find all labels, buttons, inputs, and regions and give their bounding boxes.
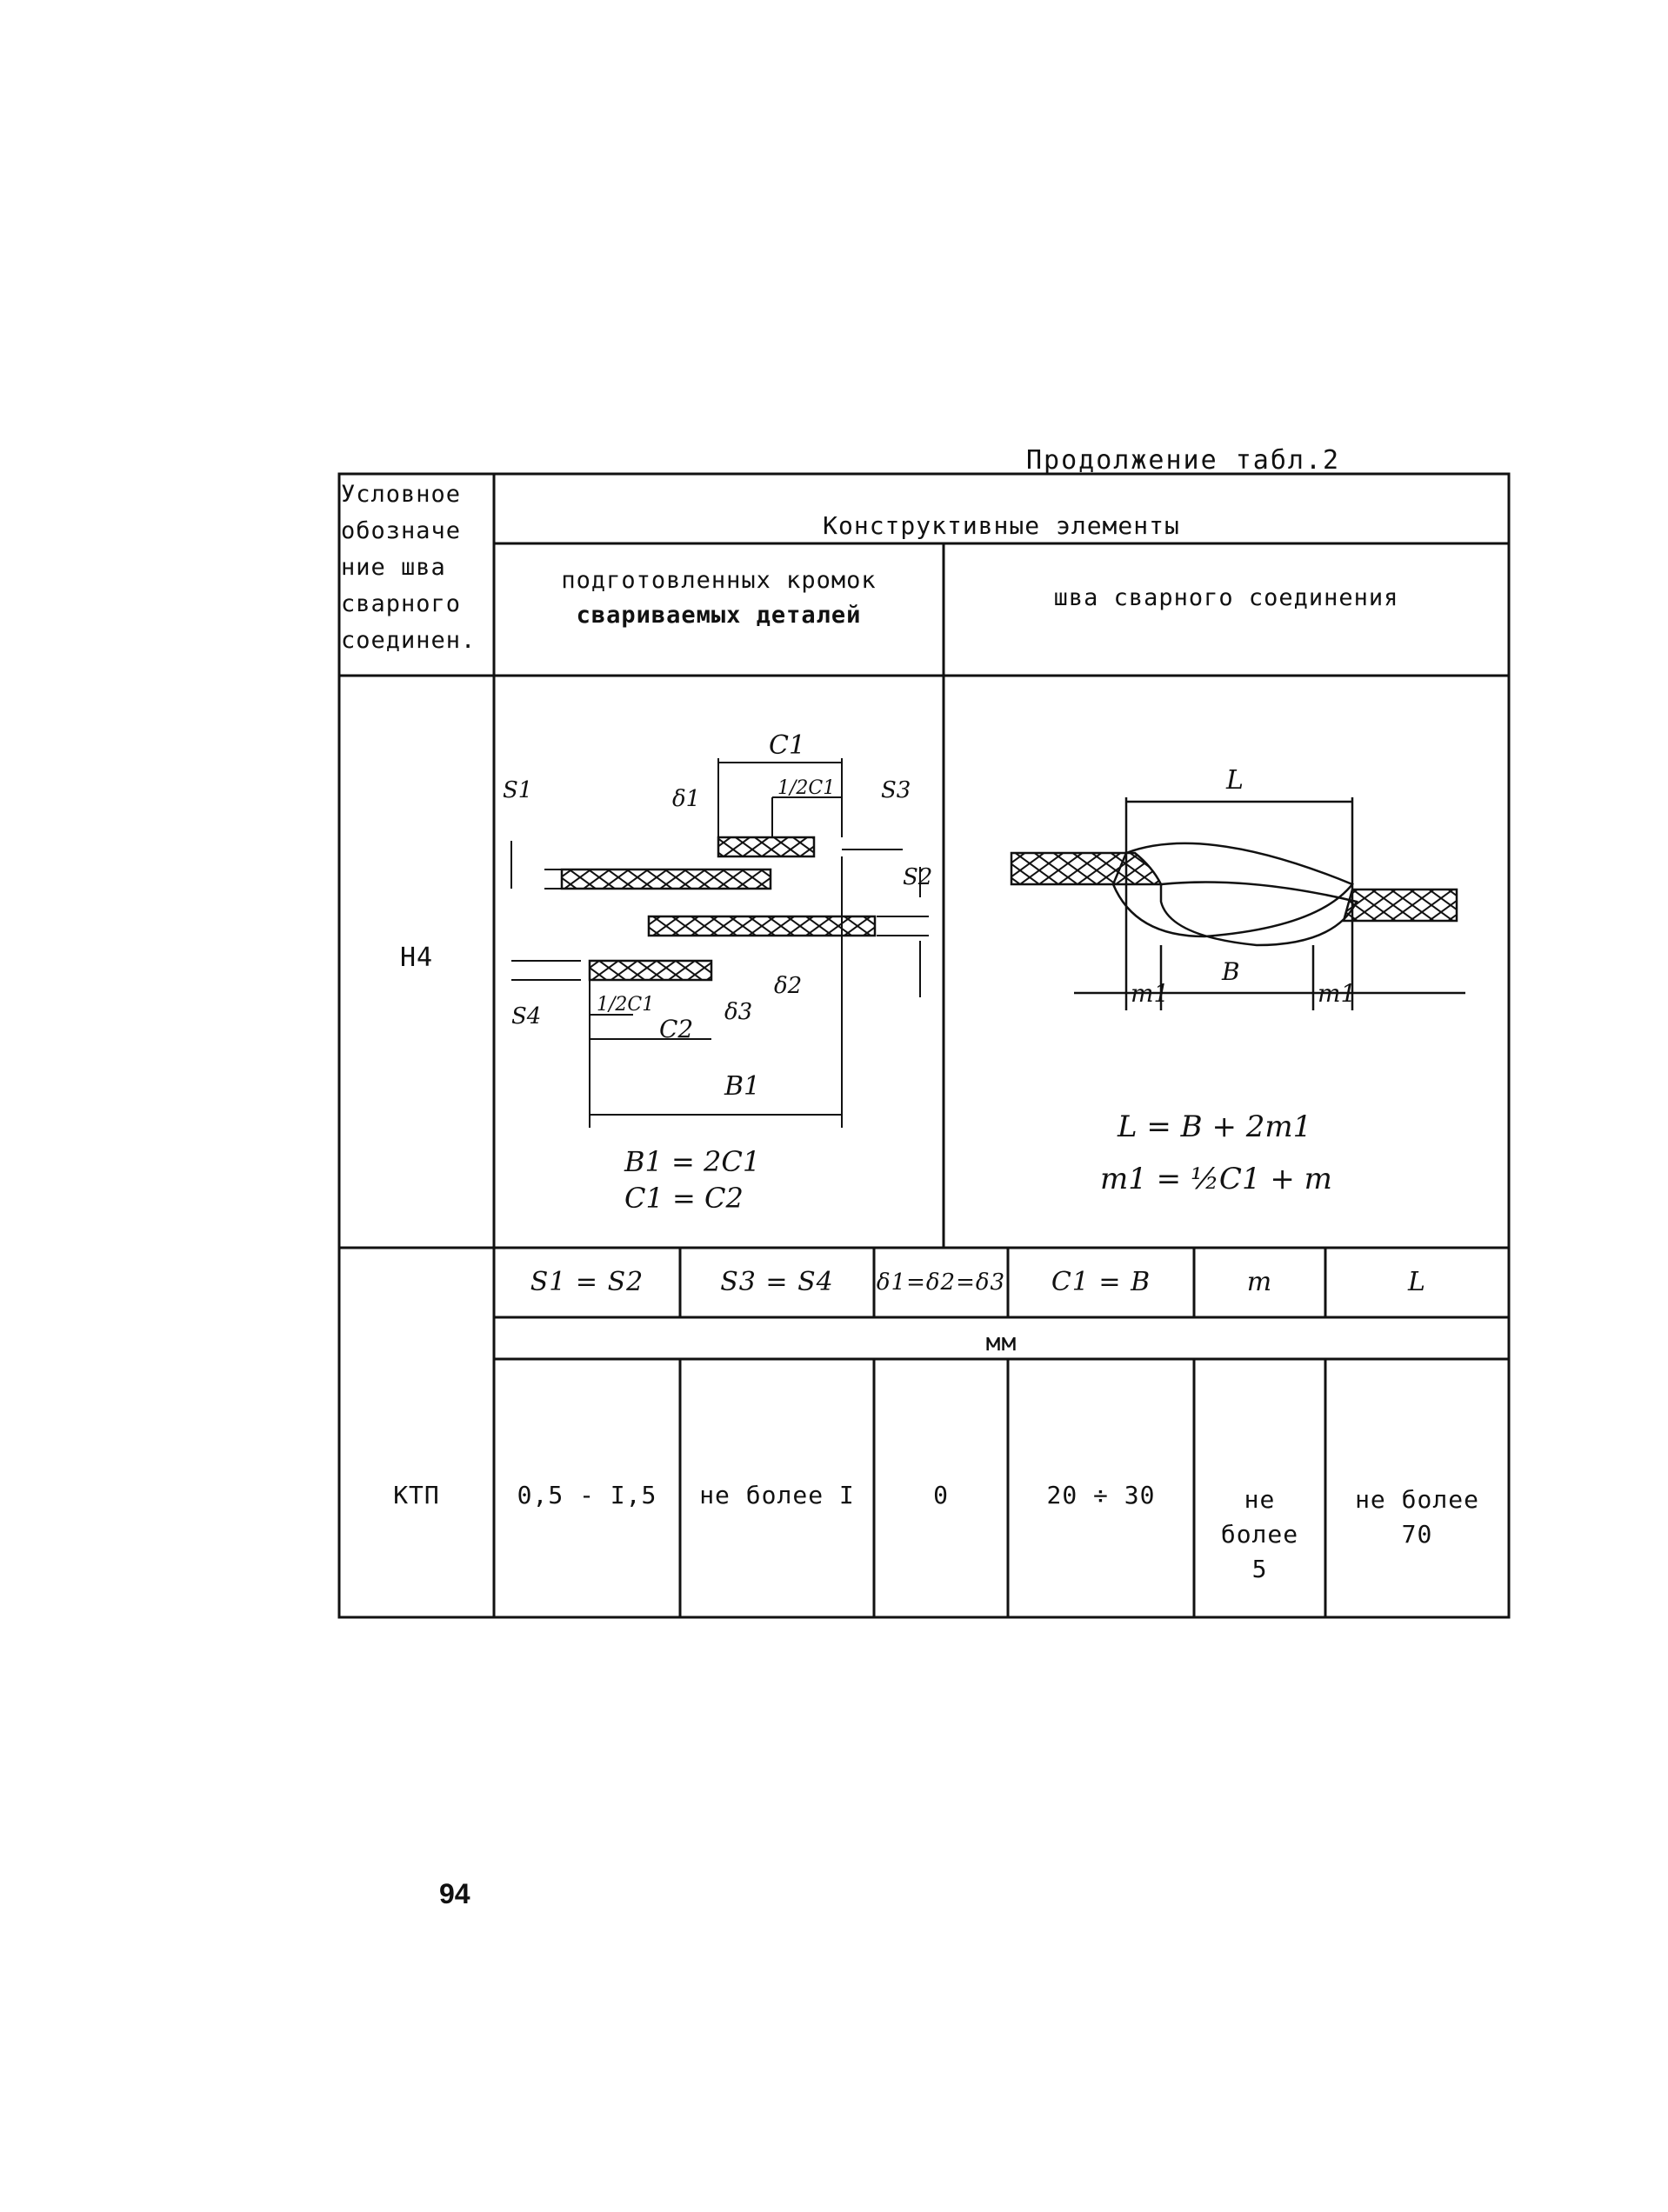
label-d1: δ1 bbox=[672, 786, 701, 812]
prepared-edges-header bbox=[494, 563, 944, 633]
prepared-edges-line-1: подготовленных кромок bbox=[561, 567, 877, 594]
param-header-c1-b: C1 = B bbox=[1051, 1267, 1151, 1297]
label-d2: δ2 bbox=[774, 973, 803, 999]
prepared-edges-line-2: свариваемых деталей bbox=[576, 602, 862, 629]
value-m: не более 5 bbox=[1220, 1485, 1299, 1583]
label-s4: S4 bbox=[511, 1003, 542, 1029]
sheet-upper bbox=[562, 869, 771, 889]
label-l: L bbox=[1226, 765, 1244, 796]
right-sheet bbox=[1344, 889, 1457, 921]
label-c2: C2 bbox=[659, 1015, 694, 1043]
designation-header bbox=[341, 476, 494, 659]
label-half-c1-top: 1/2C1 bbox=[777, 777, 836, 799]
label-b: B bbox=[1222, 957, 1240, 986]
label-m1-left: m1 bbox=[1131, 979, 1170, 1008]
sheet-top bbox=[718, 837, 814, 856]
label-s3: S3 bbox=[881, 777, 911, 803]
value-delta: 0 bbox=[933, 1481, 949, 1509]
param-header-m: m bbox=[1246, 1267, 1273, 1297]
seam-header: шва сварного соединения bbox=[1053, 584, 1399, 611]
label-m1-right: m1 bbox=[1318, 979, 1357, 1008]
weld-seam-diagram bbox=[944, 676, 1509, 1248]
param-header-s1-s2: S1 = S2 bbox=[530, 1267, 644, 1297]
formula-b1: B1 = 2C1 bbox=[624, 1145, 761, 1178]
group-header: Конструктивные элементы bbox=[823, 511, 1180, 540]
value-s1-s2: 0,5 - I,5 bbox=[517, 1481, 657, 1509]
label-b1: B1 bbox=[724, 1071, 761, 1102]
continuation-label: Продолжение табл.2 bbox=[1026, 445, 1341, 476]
value-s3-s4: не более I bbox=[699, 1481, 855, 1509]
prepared-edges-diagram bbox=[494, 676, 944, 1248]
formula-c1: C1 = C2 bbox=[624, 1182, 744, 1215]
designation-header-line-3: ние шва bbox=[341, 554, 446, 581]
param-header-s3-s4: S3 = S4 bbox=[720, 1267, 834, 1297]
value-l: не более 70 bbox=[1355, 1485, 1479, 1549]
param-header-delta: δ1=δ2=δ3 bbox=[876, 1269, 1006, 1296]
left-sheet bbox=[1011, 853, 1161, 884]
row-designation: Н4 bbox=[399, 943, 434, 973]
label-d3: δ3 bbox=[724, 999, 753, 1025]
weld-bead-upper bbox=[1113, 843, 1352, 936]
designation-header-line-1: Условное bbox=[341, 481, 462, 508]
label-half-c1-bottom: 1/2C1 bbox=[597, 994, 655, 1016]
label-c1: C1 bbox=[769, 730, 806, 761]
param-header-l: L bbox=[1408, 1267, 1426, 1297]
designation-header-line-2: обозначе bbox=[341, 517, 462, 544]
unit-label: мм bbox=[985, 1328, 1017, 1356]
row-method: КТП bbox=[393, 1481, 440, 1509]
formula-l: L = B + 2m1 bbox=[1118, 1109, 1312, 1144]
designation-header-line-4: сварного bbox=[341, 590, 462, 617]
label-s1: S1 bbox=[503, 777, 533, 803]
designation-header-line-5: соединен. bbox=[341, 627, 477, 654]
page-number: 94 bbox=[439, 1878, 470, 1909]
label-s2: S2 bbox=[903, 864, 933, 890]
value-c1-b: 20 ÷ 30 bbox=[1046, 1481, 1156, 1509]
sheet-bottom bbox=[590, 961, 711, 980]
formula-m1: m1 = ½C1 + m bbox=[1100, 1162, 1332, 1196]
